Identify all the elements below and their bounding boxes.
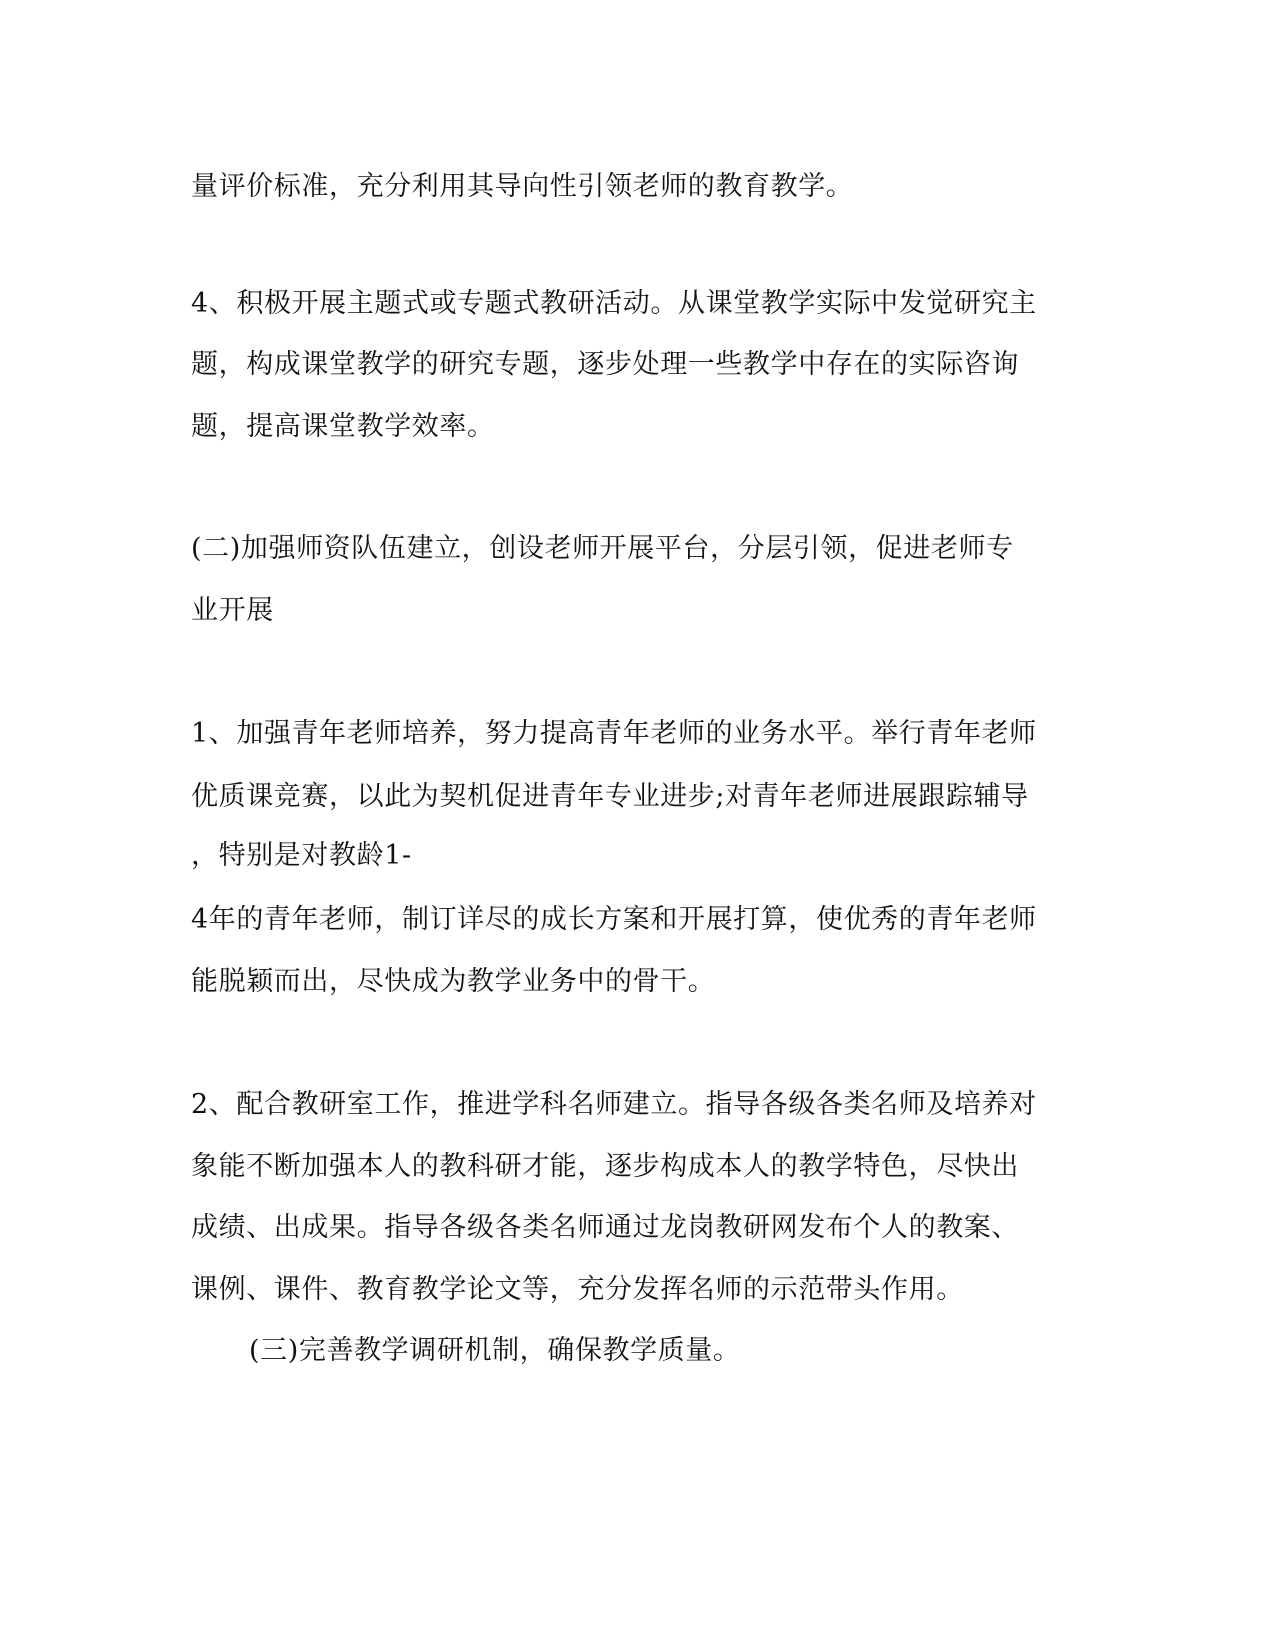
text-line: 象能不断加强本人的教科研才能，逐步构成本人的教学特色，尽快出 [191, 1151, 1019, 1182]
section-heading: (二)加强师资队伍建立，创设老师开展平台，分层引领，促进老师专 [191, 533, 1014, 564]
text-line: 4、积极开展主题式或专题式教研活动。从课堂教学实际中发觉研究主 [191, 288, 1037, 319]
text-line: 4年的青年老师，制订详尽的成长方案和开展打算，使优秀的青年老师 [191, 904, 1037, 935]
text-line: ，特别是对教龄1- [191, 840, 412, 871]
text-line: 优质课竞赛，以此为契机促进青年专业进步;对青年老师进展跟踪辅导 [191, 781, 1029, 812]
text-line: 1、加强青年老师培养，努力提高青年老师的业务水平。举行青年老师 [191, 718, 1037, 749]
text-line: 量评价标准，充分利用其导向性引领老师的教育教学。 [191, 171, 854, 202]
text-line: 2、配合教研室工作，推进学科名师建立。指导各级各类名师及培养对 [191, 1089, 1037, 1120]
section-heading: (三)完善教学调研机制，确保教学质量。 [249, 1335, 741, 1366]
text-line: 题，提高课堂教学效率。 [191, 411, 495, 442]
text-line: 能脱颖而出，尽快成为教学业务中的骨干。 [191, 966, 716, 997]
text-line: 成绩、出成果。指导各级各类名师通过龙岗教研网发布个人的教案、 [191, 1212, 1019, 1243]
section-heading: 业开展 [191, 595, 274, 626]
text-line: 题，构成课堂教学的研究专题，逐步处理一些教学中存在的实际咨询 [191, 349, 1019, 380]
text-line: 课例、课件、教育教学论文等，充分发挥名师的示范带头作用。 [191, 1274, 964, 1305]
